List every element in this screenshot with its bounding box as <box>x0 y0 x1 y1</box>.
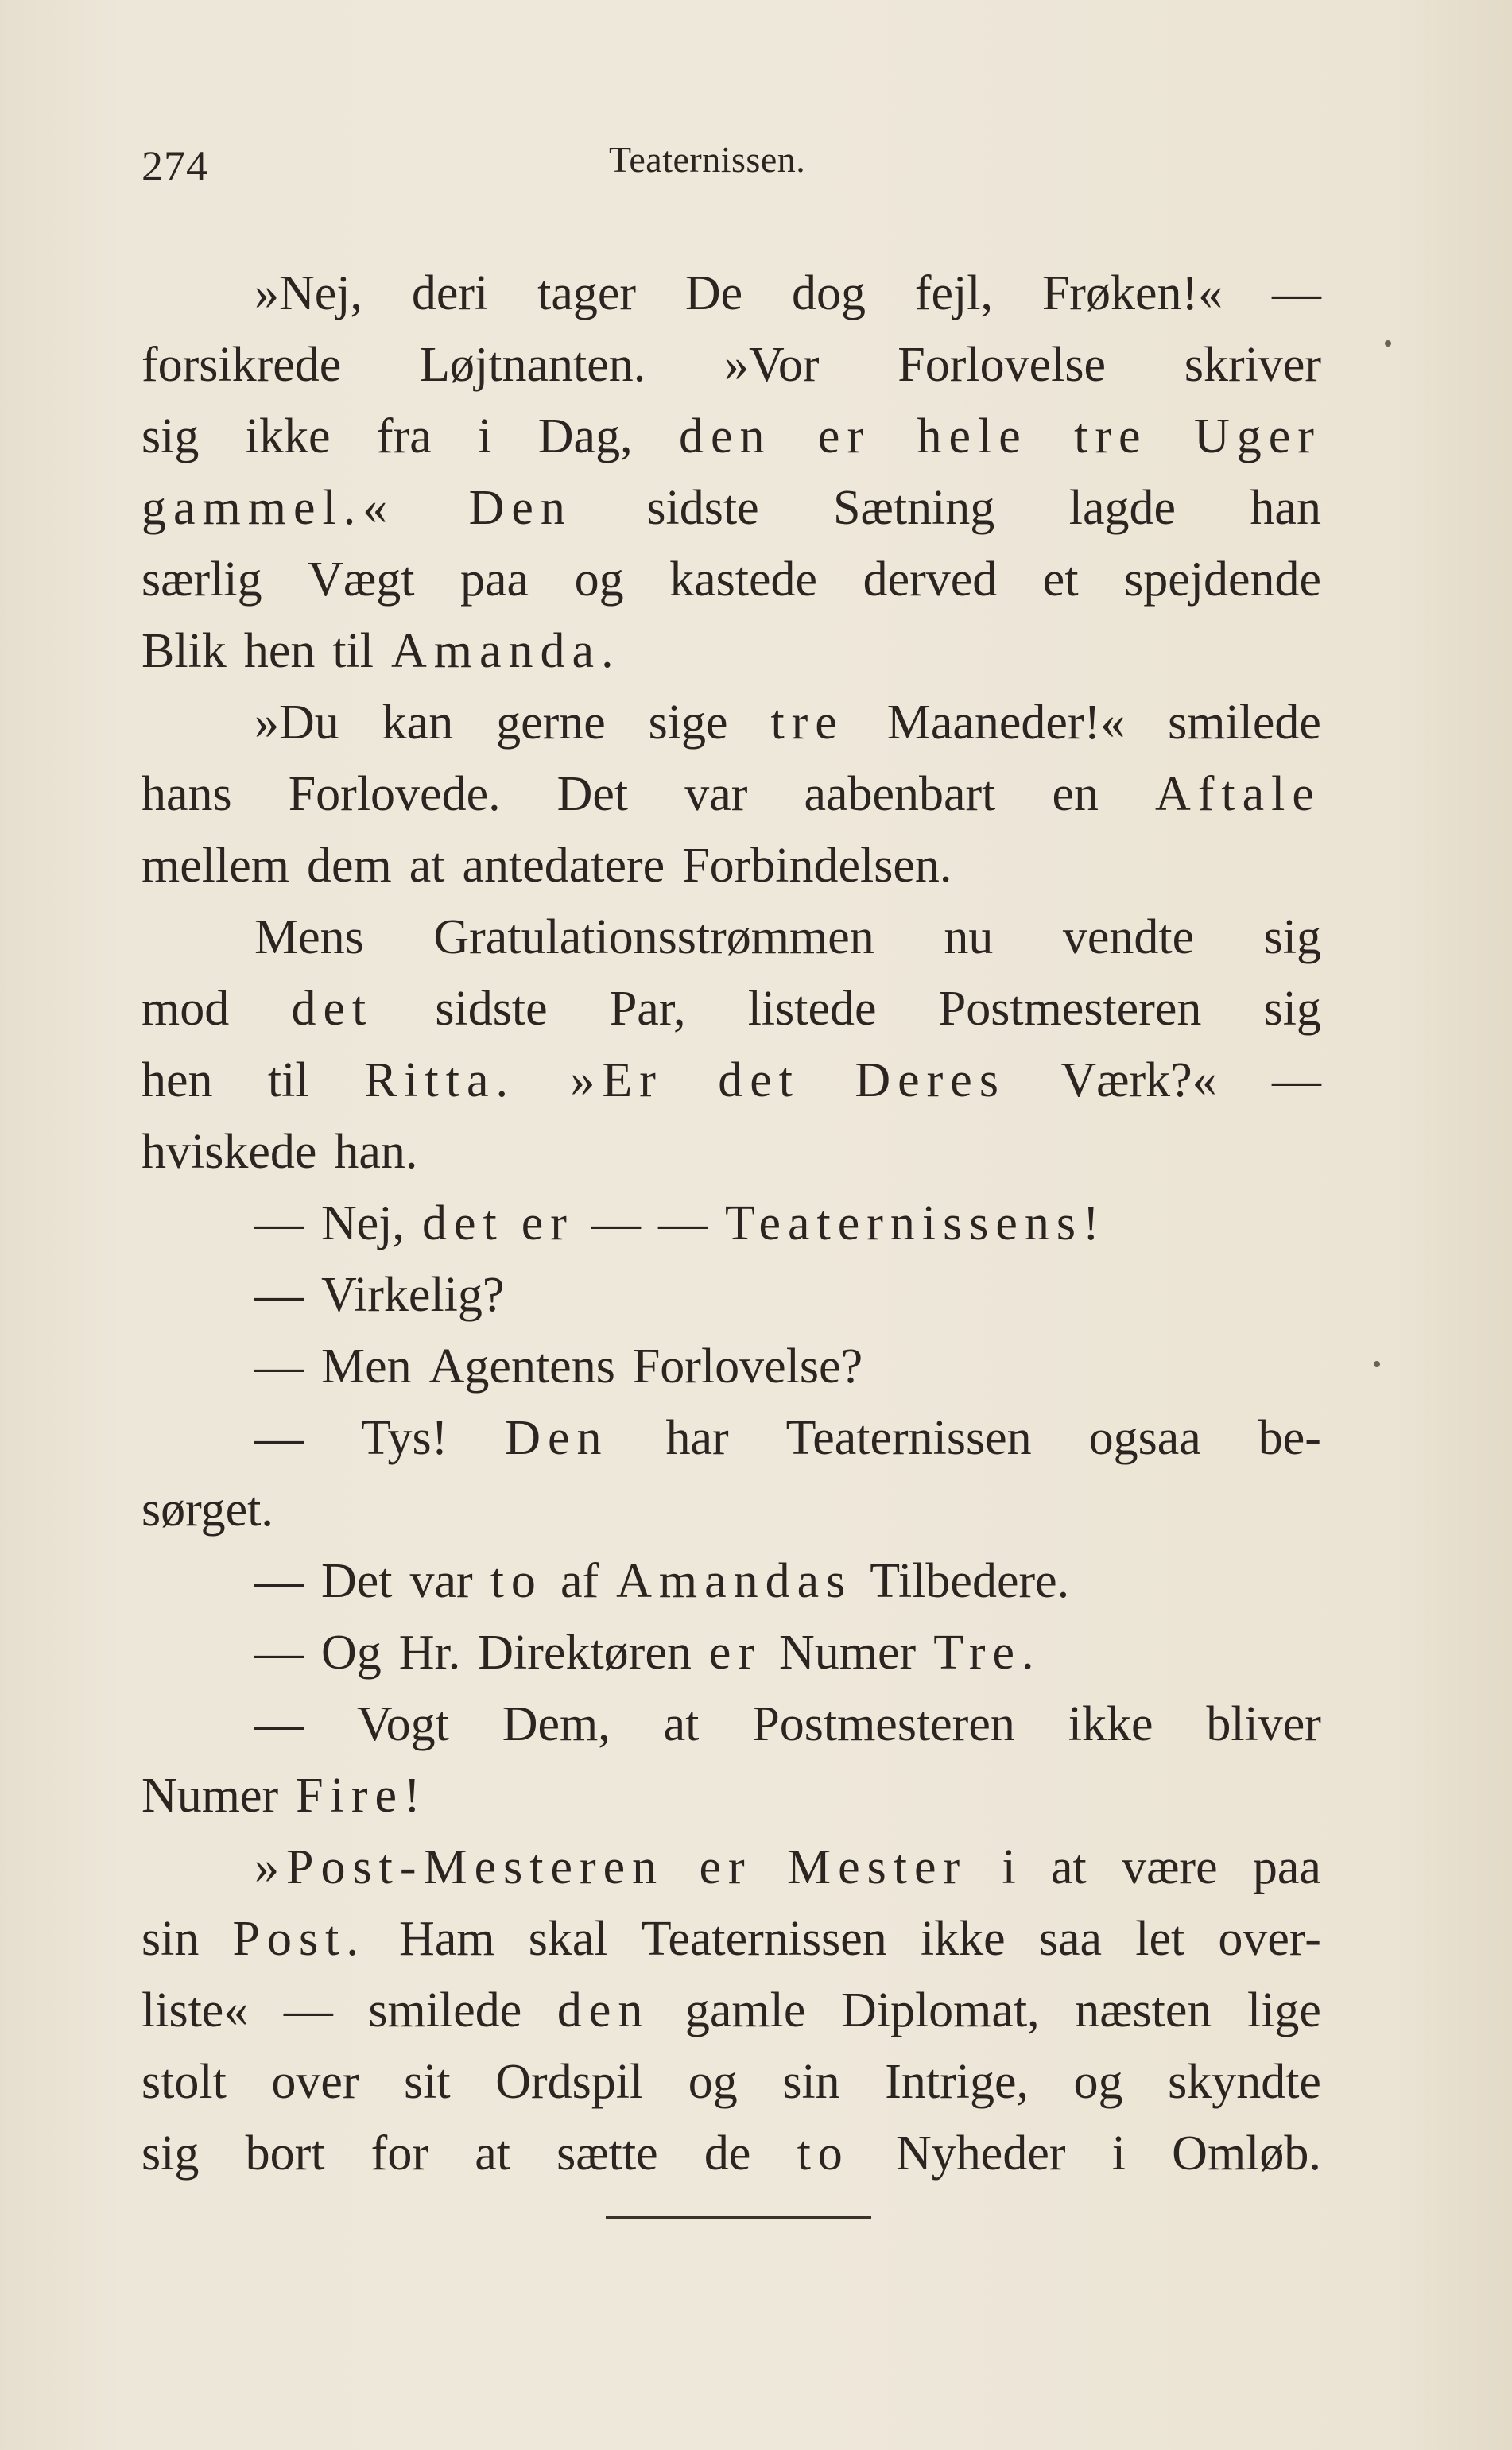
word: to <box>490 1554 543 1608</box>
word: Ham <box>399 1912 495 1966</box>
word: dog <box>792 266 866 320</box>
word: Tys! <box>360 1411 448 1465</box>
word: Nej, <box>321 1196 405 1250</box>
word: aabenbart <box>804 767 996 821</box>
word: over- <box>1218 1912 1321 1966</box>
word: han <box>1250 481 1321 535</box>
word: ikke <box>245 409 331 463</box>
word: tre <box>1074 409 1148 463</box>
word: bort <box>245 2126 325 2181</box>
word: Tre. <box>933 1626 1041 1680</box>
word: bliver <box>1206 1697 1321 1751</box>
word: Diplomat, <box>840 1983 1040 2037</box>
word: hele <box>917 409 1028 463</box>
word: Par, <box>609 982 686 1036</box>
word: — <box>254 1697 304 1751</box>
word: De <box>684 266 743 320</box>
text-line <box>142 1617 1321 1688</box>
word: lagde <box>1068 481 1176 535</box>
word: er <box>521 1196 574 1250</box>
text-line <box>142 830 1321 901</box>
text-line <box>142 901 1321 973</box>
word: Hr. <box>398 1626 461 1680</box>
text-line <box>142 401 1321 472</box>
word: »Nej, <box>254 266 363 320</box>
text-line <box>142 758 1321 830</box>
word: og <box>574 552 624 607</box>
text-line <box>142 472 1321 544</box>
word: være <box>1122 1840 1218 1894</box>
text-line <box>142 1975 1321 2046</box>
word: at <box>409 839 445 893</box>
text-line <box>142 1045 1321 1116</box>
word: særlig <box>142 552 262 607</box>
word: Løjtnanten. <box>420 338 646 392</box>
word: — <box>1271 1053 1321 1107</box>
word: Tilbedere. <box>870 1554 1070 1608</box>
text-line <box>142 2118 1321 2189</box>
word: var <box>684 767 748 821</box>
word: sige <box>648 696 728 750</box>
word: fejl, <box>914 266 993 320</box>
word: paa <box>1252 1840 1321 1894</box>
word: smilede <box>368 1983 522 2037</box>
word: Forlovede. <box>288 767 501 821</box>
text-line <box>142 1331 1321 1402</box>
word: tager <box>537 266 637 320</box>
word: i <box>478 409 492 463</box>
word: stolt <box>142 2055 227 2109</box>
word: at <box>475 2126 510 2181</box>
text-line <box>142 615 1321 687</box>
text-line <box>142 258 1321 329</box>
word: den <box>678 409 772 463</box>
word: det <box>291 982 374 1036</box>
word: sit <box>404 2055 451 2109</box>
word: Forlovelse <box>898 338 1107 392</box>
text-line <box>142 1760 1321 1832</box>
word: — <box>1271 266 1321 320</box>
text-line <box>142 973 1321 1045</box>
word: Omløb. <box>1172 2126 1321 2181</box>
word: gamle <box>684 1983 806 2037</box>
word: det <box>718 1053 800 1107</box>
word: den <box>556 1983 650 2037</box>
word: nu <box>944 910 994 964</box>
word: Aftale <box>1155 767 1321 821</box>
word: Dag, <box>537 409 633 463</box>
word: Ritta. <box>363 1053 515 1107</box>
word: har <box>665 1411 729 1465</box>
word: af <box>560 1554 599 1608</box>
word: »Er <box>570 1053 663 1107</box>
word: Agentens <box>428 1339 615 1394</box>
word: hans <box>142 767 232 821</box>
word: — <box>254 1626 304 1680</box>
word: Virkelig? <box>321 1268 505 1322</box>
word: sin <box>142 1912 200 1966</box>
word: Teaternissens! <box>724 1196 1107 1250</box>
word: sørget. <box>142 1483 273 1537</box>
text-line <box>142 1116 1321 1188</box>
word: sig <box>142 2126 200 2181</box>
word: Numer <box>142 1769 279 1823</box>
word: og <box>688 2055 738 2109</box>
word: — <box>254 1411 304 1465</box>
word: — <box>254 1268 304 1322</box>
word: for <box>370 2126 428 2181</box>
word: Teaternissen <box>785 1411 1032 1465</box>
text-line <box>142 544 1321 615</box>
word: Dem, <box>502 1697 611 1751</box>
text-line <box>142 1402 1321 1474</box>
paper-speck <box>1385 340 1391 347</box>
word: hen <box>243 624 316 678</box>
word: Nyheder <box>896 2126 1066 2181</box>
word: Den <box>505 1411 609 1465</box>
word: Det <box>321 1554 393 1608</box>
word: sig <box>142 409 200 463</box>
word: sig <box>1263 982 1321 1036</box>
word: sin <box>782 2055 840 2109</box>
word: Amanda. <box>391 624 621 678</box>
word: Direktøren <box>478 1626 692 1680</box>
word: er <box>708 1626 762 1680</box>
word: — <box>254 1196 304 1250</box>
word: »Vor <box>724 338 820 392</box>
word: Intrige, <box>885 2055 1029 2109</box>
word: liste« <box>142 1983 249 2037</box>
word: Gratulationsstrømmen <box>433 910 874 964</box>
word: Numer <box>779 1626 917 1680</box>
word: er <box>699 1840 752 1894</box>
word: — <box>283 1983 333 2037</box>
word: Vægt <box>308 552 415 607</box>
word: Frøken!« <box>1041 266 1223 320</box>
text-line <box>142 1259 1321 1331</box>
word: til <box>267 1053 309 1107</box>
word: »Du <box>254 696 339 750</box>
word: en <box>1052 767 1099 821</box>
word: — <box>254 1554 304 1608</box>
word: antedatere <box>462 839 665 893</box>
word: Og <box>321 1626 382 1680</box>
text-line <box>142 687 1321 758</box>
word: kastede <box>669 552 818 607</box>
word: Mens <box>254 910 364 964</box>
word: Postmesteren <box>752 1697 1015 1751</box>
word: til <box>332 624 374 678</box>
word: det <box>422 1196 504 1250</box>
word: Teaternissen <box>641 1912 887 1966</box>
word: tre <box>770 696 844 750</box>
word: Ordspil <box>495 2055 644 2109</box>
word: i <box>1111 2126 1126 2181</box>
word: Blik <box>142 624 227 678</box>
word: Postmesteren <box>938 982 1202 1036</box>
word: ikke <box>920 1912 1006 1966</box>
word: et <box>1042 552 1079 607</box>
word: derved <box>863 552 998 607</box>
word: Værk?« <box>1060 1053 1217 1107</box>
word: Forbindelsen. <box>682 839 952 893</box>
text-line <box>142 329 1321 401</box>
text-line <box>142 1545 1321 1617</box>
word: saa <box>1038 1912 1103 1966</box>
page-number: 274 <box>142 142 208 190</box>
word: ogsaa <box>1088 1411 1201 1465</box>
word: over <box>271 2055 359 2109</box>
word: listede <box>747 982 877 1036</box>
text-line <box>142 1903 1321 1975</box>
word: paa <box>460 552 529 607</box>
word: skyndte <box>1168 2055 1321 2109</box>
word: sidste <box>646 481 759 535</box>
running-head: Teaternissen. <box>609 139 806 180</box>
word: Men <box>321 1339 412 1394</box>
word: let <box>1135 1912 1185 1966</box>
word: vendte <box>1062 910 1195 964</box>
word: Sætning <box>833 481 995 535</box>
word: Den <box>468 481 572 535</box>
paper-speck <box>1374 1361 1380 1367</box>
text-line <box>142 1832 1321 1903</box>
word: — <box>254 1339 304 1394</box>
word: Post. <box>232 1912 366 1966</box>
word: Amandas <box>616 1554 853 1608</box>
word: mod <box>142 982 230 1036</box>
word: skriver <box>1184 338 1321 392</box>
word: at <box>1051 1840 1087 1894</box>
word: sætte <box>556 2126 658 2181</box>
word: deri <box>411 266 489 320</box>
word: sig <box>1263 910 1321 964</box>
word: Forlovelse? <box>632 1339 863 1394</box>
section-end-rule <box>606 2216 871 2219</box>
word: Deres <box>855 1053 1006 1107</box>
text-line <box>142 1688 1321 1760</box>
word: Fire! <box>296 1769 428 1823</box>
word: de <box>704 2126 751 2181</box>
word: ikke <box>1068 1697 1153 1751</box>
word: han. <box>334 1125 418 1179</box>
word: skal <box>528 1912 608 1966</box>
word: og <box>1073 2055 1123 2109</box>
word: forsikrede <box>142 338 342 392</box>
body-text <box>142 258 1321 2189</box>
word: hen <box>142 1053 213 1107</box>
text-line <box>142 1474 1321 1545</box>
word: gerne <box>496 696 606 750</box>
word: fra <box>376 409 432 463</box>
word: Mester <box>786 1840 967 1894</box>
word: Uger <box>1193 409 1321 463</box>
word: Vogt <box>356 1697 449 1751</box>
word: — <box>657 1196 708 1250</box>
text-line <box>142 1188 1321 1259</box>
word: — <box>591 1196 641 1250</box>
word: to <box>797 2126 850 2181</box>
word: Det <box>556 767 629 821</box>
word: spejdende <box>1124 552 1321 607</box>
word: var <box>409 1554 473 1608</box>
word: næsten <box>1075 1983 1212 2037</box>
word: er <box>817 409 871 463</box>
word: »Post-Mesteren <box>254 1840 665 1894</box>
word: gammel.« <box>142 481 395 535</box>
word: at <box>663 1697 700 1751</box>
word: be- <box>1258 1411 1321 1465</box>
text-line <box>142 2046 1321 2118</box>
word: lige <box>1246 1983 1321 2037</box>
word: kan <box>382 696 454 750</box>
word: smilede <box>1168 696 1321 750</box>
word: i <box>1002 1840 1016 1894</box>
word: mellem <box>142 839 289 893</box>
word: dem <box>306 839 392 893</box>
word: sidste <box>435 982 548 1036</box>
word: Maaneder!« <box>886 696 1126 750</box>
word: hviskede <box>142 1125 317 1179</box>
